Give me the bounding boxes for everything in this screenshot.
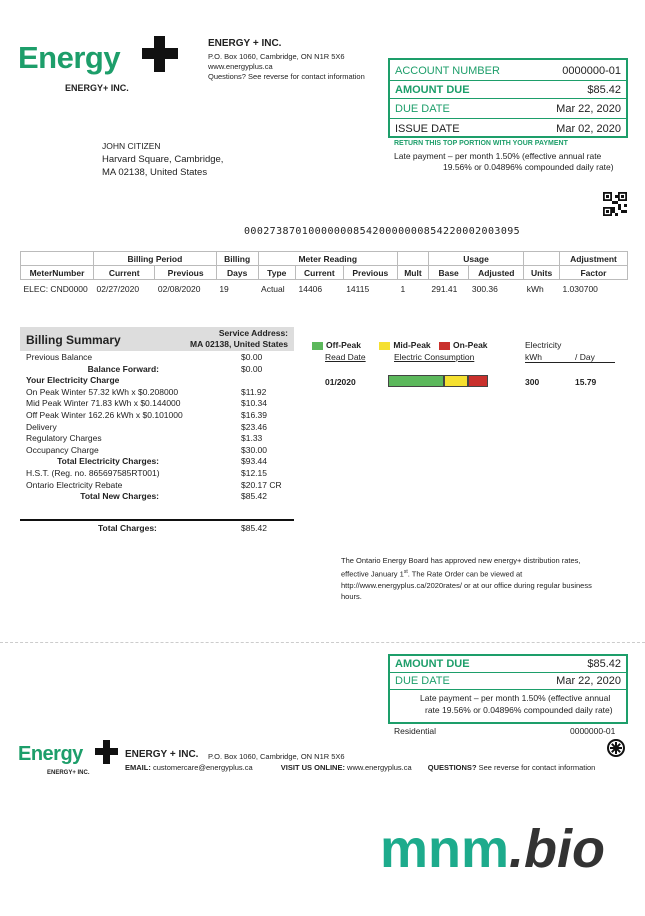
billing-line-label: Previous Balance: [26, 352, 93, 362]
off-peak-bar: [388, 375, 444, 387]
account-number-value: 0000000-01: [562, 64, 621, 77]
billing-line-value: $20.17 CR: [241, 479, 282, 490]
billing-line-value: $16.39: [241, 410, 267, 420]
billing-summary-line: [26, 480, 286, 491]
late-payment-line2: 19.56% or 0.04896% compounded daily rate): [443, 162, 614, 172]
billing-line-value: $12.15: [241, 468, 267, 478]
billing-summary-title: Billing Summary: [26, 333, 121, 347]
billing-line-label: Regulatory Charges: [26, 433, 102, 444]
consumption-read-date: 01/2020: [325, 377, 356, 387]
read-date-label: Read Date: [325, 352, 366, 362]
total-charges-value: $85.42: [241, 523, 267, 533]
service-address-label: Service Address:: [218, 328, 288, 338]
service-address-value: MA 02138, United States: [190, 339, 288, 349]
col-adjusted: Adjusted: [469, 266, 524, 280]
barcode-number: 0002738701000000085420000000854220002003095: [244, 226, 521, 237]
cell-adjusted: 300.36: [471, 283, 498, 294]
logo-subtitle: ENERGY+ INC.: [65, 83, 129, 93]
bottom-amount-due-label: AMOUNT DUE: [395, 658, 470, 670]
billing-summary-line: [26, 468, 286, 479]
billing-line-value: $11.92: [241, 386, 267, 397]
due-date-value: Mar 22, 2020: [556, 103, 621, 115]
mid-peak-swatch: [379, 342, 390, 350]
issue-date-value: Mar 02, 2020: [556, 122, 621, 135]
billing-line-label: Off Peak Winter 162.26 kWh x $0.101000: [26, 410, 183, 420]
billing-line-value: $1.33: [241, 433, 263, 444]
per-day-label: / Day: [575, 352, 595, 362]
logo-text: Energy: [18, 40, 121, 75]
col-factor: Factor: [559, 266, 627, 280]
gear-icon: [606, 738, 626, 758]
bottom-account-number: 0000000-01: [570, 726, 616, 736]
issue-date-row: [390, 119, 626, 138]
meter-reading-table: [20, 251, 628, 295]
group-usage: Usage: [428, 252, 523, 266]
footer-logo-text: Energy: [18, 743, 83, 765]
on-peak-bar: [468, 375, 488, 387]
logo-plus-horizontal: [142, 48, 178, 59]
billing-summary-header: [20, 327, 294, 351]
company-name: ENERGY + INC.: [208, 38, 282, 49]
group-billing: Billing: [216, 252, 258, 266]
billing-line-value: $10.34: [241, 398, 267, 409]
electricity-label: Electricity: [525, 340, 562, 350]
off-peak-swatch: [312, 342, 323, 350]
group-billing-period: Billing Period: [94, 252, 217, 266]
footer-logo-subtitle: ENERGY+ INC.: [47, 770, 90, 776]
billing-summary-line: [26, 364, 286, 375]
group-meter-reading: Meter Reading: [258, 252, 397, 266]
consumption-header-divider: [525, 362, 615, 363]
notice-line1: The Ontario Energy Board has approved new energy+ distribution rates,: [341, 556, 581, 565]
billing-summary-line: [26, 352, 286, 363]
customer-name: JOHN CITIZEN: [102, 141, 161, 151]
billing-summary-line: [26, 456, 286, 467]
cell-mult: 1: [400, 283, 406, 294]
billing-line-value: $23.46: [241, 421, 267, 432]
consumption-kwh-value: 300: [525, 377, 540, 387]
cell-base: 291.41: [431, 283, 458, 294]
footer-email-link[interactable]: customercare@energyplus.ca: [152, 763, 253, 772]
tear-line: [0, 642, 645, 643]
bottom-late-line1: Late payment – per month 1.50% (effective annual: [420, 693, 611, 703]
footer-logo: [18, 740, 123, 780]
billing-line-value: $0.00: [241, 352, 263, 362]
billing-line-label: On Peak Winter 57.32 kWh x $0.208000: [26, 386, 179, 397]
due-date-row: [390, 100, 626, 119]
notice-line2-sup: st: [403, 568, 408, 575]
billing-line-value: $30.00: [241, 444, 267, 455]
account-number-row: [390, 61, 626, 80]
customer-address-line1: Harvard Square, Cambridge,: [102, 154, 224, 165]
footer-questions-label: QUESTIONS?: [427, 763, 477, 772]
notice-line2-rest: . The Rate Order can be viewed at: [407, 569, 523, 578]
cell-previous-reading: 14115: [346, 283, 370, 294]
cell-meter-number: ELEC: CND0000: [23, 283, 88, 294]
col-mult: Mult: [397, 266, 428, 280]
bottom-late-line2: rate 19.56% or 0.04896% compounded daily rate): [425, 705, 613, 715]
footer-visit-label: VISIT US ONLINE:: [280, 763, 345, 772]
footer-logo-plus-horizontal: [95, 748, 118, 755]
billing-line-label: Balance Forward:: [87, 363, 159, 374]
watermark: [380, 818, 605, 880]
on-peak-swatch: [439, 342, 450, 350]
col-current-date: Current: [94, 266, 155, 280]
footer-visit-link[interactable]: www.energyplus.ca: [347, 763, 412, 772]
billing-summary-line: [26, 445, 286, 456]
billing-summary-line: [26, 410, 286, 421]
bottom-due-date-row: [390, 673, 626, 690]
due-date-label: DUE DATE: [395, 103, 450, 115]
billing-line-value: $0.00: [241, 363, 263, 374]
billing-line-label: Total Electricity Charges:: [57, 456, 159, 467]
bottom-due-date-value: Mar 22, 2020: [556, 675, 621, 687]
col-base: Base: [428, 266, 468, 280]
billing-line-label: H.S.T. (Reg. no. 865697585RT001): [26, 468, 160, 478]
meter-group-header-row: [21, 252, 628, 266]
on-peak-label: On-Peak: [453, 340, 488, 350]
col-type: Type: [258, 266, 295, 280]
off-peak-label: Off-Peak: [326, 340, 361, 350]
footer-questions-text: See reverse for contact information: [478, 763, 596, 772]
electric-consumption-label: Electric Consumption: [394, 352, 475, 362]
bottom-due-date-label: DUE DATE: [395, 675, 450, 687]
billing-line-value: $85.42: [241, 491, 267, 502]
mid-peak-bar: [444, 375, 469, 387]
col-previous-reading: Previous: [343, 266, 397, 280]
group-empty-mult: [397, 252, 428, 266]
footer-company-name: ENERGY + INC.: [125, 749, 199, 760]
billing-summary-line: [26, 422, 286, 433]
footer-address: P.O. Box 1060, Cambridge, ON N1R 5X6: [208, 752, 345, 761]
col-meter-number: MeterNumber: [21, 266, 94, 280]
billing-line-label: Total New Charges:: [80, 491, 159, 502]
consumption-per-day-value: 15.79: [575, 377, 597, 387]
rate-notice: [341, 555, 631, 603]
billing-line-label: Delivery: [26, 421, 57, 432]
total-divider: [20, 519, 294, 521]
company-website[interactable]: www.energyplus.ca: [208, 62, 273, 71]
account-summary-box: [388, 58, 628, 138]
table-row: [21, 280, 628, 296]
billing-line-label: Your Electricity Charge: [26, 375, 120, 386]
group-empty: [21, 252, 94, 266]
consumption-legend: [312, 340, 488, 350]
notice-line2: [341, 567, 631, 580]
footer-email-label: EMAIL:: [125, 763, 151, 772]
issue-date-label: ISSUE DATE: [395, 122, 460, 135]
footer-contact-row: [125, 763, 595, 772]
qr-code-icon: [603, 192, 627, 216]
account-number-label: ACCOUNT NUMBER: [395, 64, 500, 77]
mid-peak-label: Mid-Peak: [393, 340, 431, 350]
cell-type: Actual: [261, 283, 285, 294]
billing-line-label: Ontario Electricity Rebate: [26, 479, 123, 490]
group-empty-units: [524, 252, 560, 266]
notice-line4: hours.: [341, 592, 362, 601]
bottom-amount-due-value: $85.42: [587, 658, 621, 670]
billing-summary-line: [26, 387, 286, 398]
amount-due-value: $85.42: [587, 83, 621, 96]
col-units: Units: [524, 266, 560, 280]
group-adjustment: Adjustment: [559, 252, 627, 266]
cell-factor: 1.030700: [562, 283, 598, 294]
notice-line2-text: effective January 1: [341, 569, 404, 578]
billing-line-label: Occupancy Charge: [26, 444, 99, 455]
col-previous-date: Previous: [155, 266, 216, 280]
remittance-box: [388, 654, 628, 724]
customer-address-line2: MA 02138, United States: [102, 167, 208, 178]
cell-units: kWh: [526, 283, 544, 294]
cell-current-reading: 14406: [298, 283, 323, 294]
notice-line3: http://www.energyplus.ca/2020rates/ or at our office during regular business: [341, 580, 592, 590]
col-days: Days: [216, 266, 258, 280]
bottom-amount-due-row: [390, 656, 626, 673]
watermark-part1: mnm: [380, 819, 510, 879]
billing-summary-line: [26, 433, 286, 444]
late-payment-line1: Late payment – per month 1.50% (effective annual rate: [394, 151, 602, 161]
cell-previous-date: 02/08/2020: [157, 283, 201, 294]
company-questions: Questions? See reverse for contact information: [208, 72, 365, 81]
amount-due-label: AMOUNT DUE: [395, 83, 470, 96]
return-note: RETURN THIS TOP PORTION WITH YOUR PAYMENT: [394, 140, 568, 147]
watermark-part2: .bio: [509, 819, 605, 879]
amount-due-row: [390, 80, 626, 99]
cell-current-date: 02/27/2020: [96, 283, 140, 294]
billing-summary-line: [26, 398, 286, 409]
billing-line-value: $93.44: [241, 456, 267, 467]
total-charges-label: Total Charges:: [98, 523, 157, 533]
col-current-reading: Current: [296, 266, 344, 280]
residential-label: Residential: [394, 726, 437, 736]
kwh-label: kWh: [525, 352, 542, 362]
cell-days: 19: [219, 283, 229, 294]
billing-summary-line: [26, 491, 286, 502]
billing-summary-line: [26, 375, 286, 386]
company-address: P.O. Box 1060, Cambridge, ON N1R 5X6: [208, 52, 345, 61]
company-logo: [18, 36, 178, 96]
meter-column-header-row: [21, 266, 628, 280]
billing-line-label: Mid Peak Winter 71.83 kWh x $0.144000: [26, 398, 181, 409]
